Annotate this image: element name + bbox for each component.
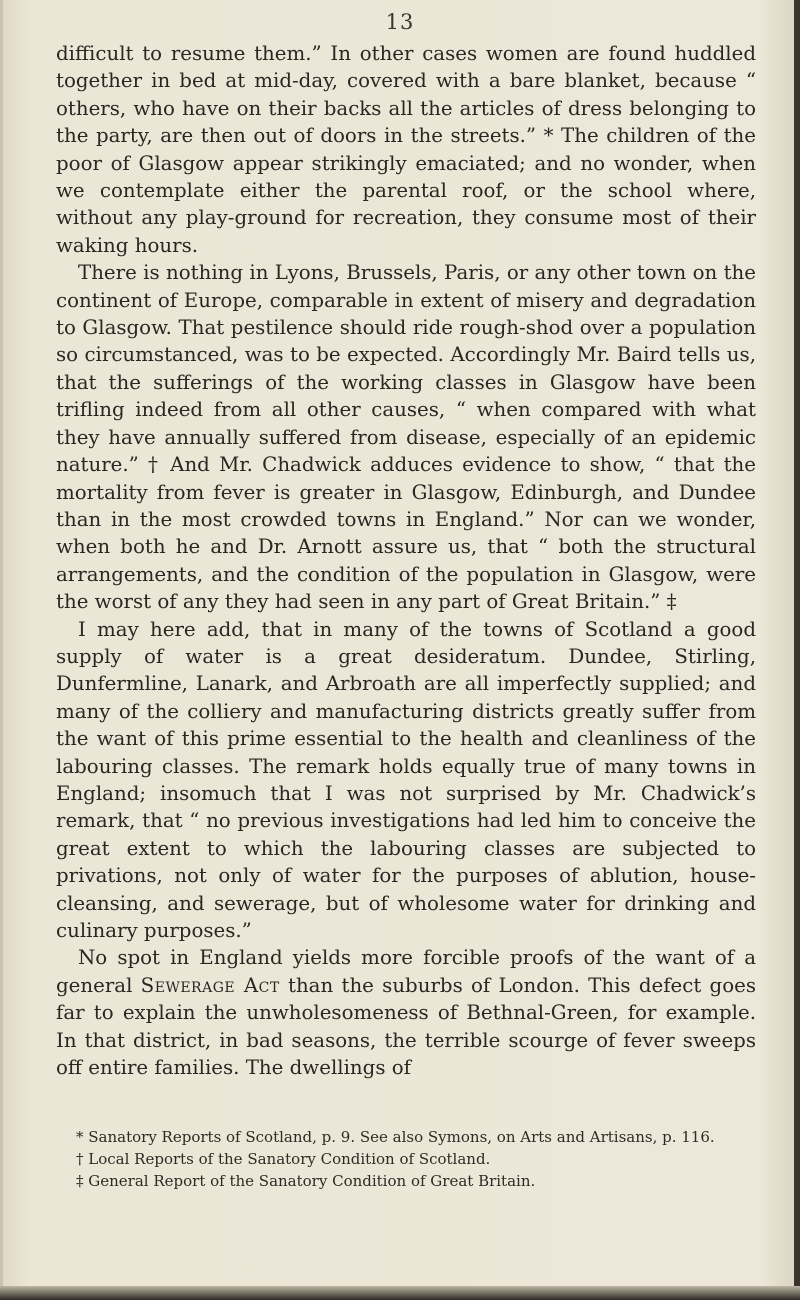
paragraph-2 [56,259,756,615]
paragraph-text: I may here add, that in many of the towns of Scotland a good supply of water is a great desideratum. Dundee, Stirling, Dunfermline, Lanark, and Arbroath are all imperfectly supplied; and many of the colliery and manufacturing districts greatly suffer from the want of this prime essential to the health and cleanliness of the labouring classes. The remark holds equally true of many towns in England; insomuch that I was not surprised by Mr. Chadwick’s remark, that “ no previous investigations had led him to conceive the great extent to which the labouring classes are subjected to privations, not only of water for the purposes of ablution, house-cleansing, and sewerage, but of wholesome water for drinking and culinary purposes.” [56,617,756,942]
paragraph-text: No spot in England yields more forcible proofs of the want of a general [56,946,756,997]
page-number: 13 [385,10,415,34]
page-left-edge [0,0,3,1300]
footnote-2: † Local Reports of the Sanatory Condition of Scotland. [76,1150,491,1168]
page-right-edge [794,0,800,1300]
body-text [56,40,756,1081]
sewerage-act-smallcaps: Sewerage Act [140,973,280,997]
paragraph-1 [56,40,756,259]
footnote-1: * Sanatory Reports of Scotland, p. 9. See also Symons, on Arts and Artisans, p. 116. [76,1128,715,1146]
footnotes [56,1127,756,1193]
page-bottom-edge [0,1286,800,1300]
paragraph-text: There is nothing in Lyons, Brussels, Paris, or any other town on the continent of Europe, comparable in extent of misery and degradation to Glasgow. That pestilence should ride rough-shod over a population so circumstanced, was to be expected. Accordingly Mr. Baird tells us, that the sufferings of the working classes in Glasgow have been trifling indeed from all other causes, “ when compared with what they have annually suffered from disease, especially of an epidemic nature.” † And Mr. Chadwick adduces evidence to show, “ that the mortality from fever is greater in Glasgow, Edinburgh, and Dundee than in the most crowded towns in England.” Nor can we wonder, when both he and Dr. Arnott assure us, that “ both the structural arrangements, and the condition of the population in Glasgow, were the worst of any they had seen in any part of Great Britain.” ‡ [56,261,756,614]
footnote-3: ‡ General Report of the Sanatory Condition of Great Britain. [76,1172,536,1190]
paragraph-text: than the suburbs of London. This defect goes far to explain the unwholesomeness of Bethnal-Green, for example. In that district, in bad seasons, the terrible scourge of fever sweeps off entire families. The dwellings of [56,973,756,1080]
paragraph-text: difficult to resume them.” In other cases women are found huddled together in bed at mid-day, covered with a bare blanket, because “ others, who have on their backs all the articles of dress belonging to the party, are then out of doors in the streets.” * The children of the poor of Glasgow appear strikingly emaciated; and no wonder, when we contemplate either the parental roof, or the school where, without any play-ground for recreation, they consume most of their waking hours. [56,42,756,257]
paragraph-3 [56,616,756,945]
paragraph-4 [56,944,756,1081]
